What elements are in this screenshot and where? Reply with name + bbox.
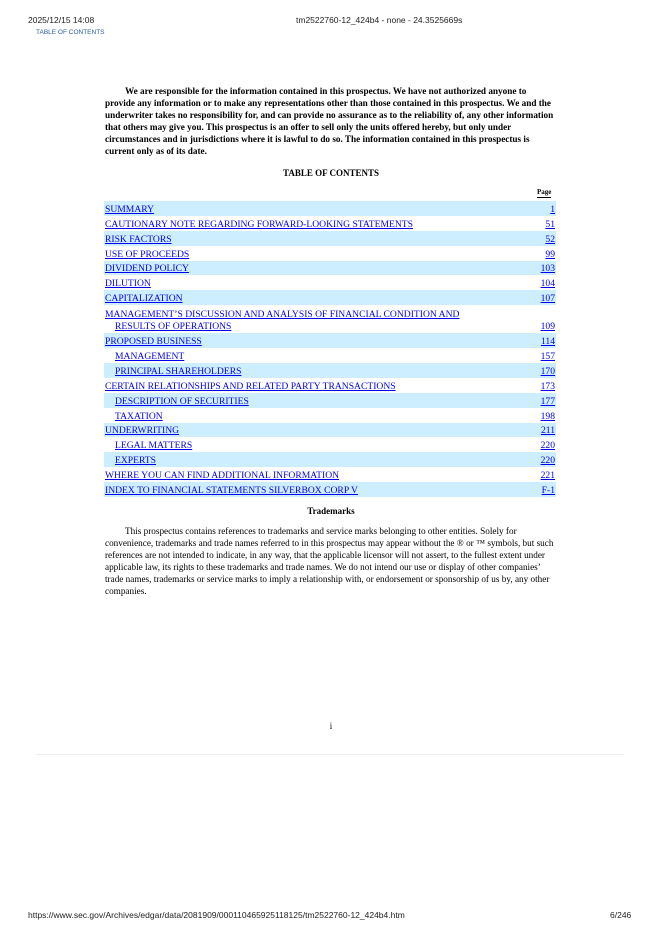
toc-row bbox=[104, 467, 556, 482]
toc-page-link[interactable]: 173 bbox=[540, 380, 555, 392]
toc-row bbox=[104, 305, 556, 333]
toc-row bbox=[104, 393, 556, 408]
toc-page-link[interactable]: 211 bbox=[540, 425, 555, 437]
toc-entry-link[interactable]: MANAGEMENT bbox=[115, 351, 185, 363]
trademarks-paragraph: This prospectus contains references to trademarks and service marks belonging to other entities. Solely for convenience, trademarks and trade names referred to in this prospectus may appear without the ® or ™ symbols, but such references are not intended to indicate, in any way, that the applicable licensor will not assert, to the fullest extent under applicable law, its rights to these trademarks and trade names. We do not intend our use or display of other companies’ trade names, trademarks or service marks to imply a relationship with, or endorsement or sponsorship of us by, any other companies. bbox=[105, 526, 554, 596]
toc-page-link[interactable]: 221 bbox=[540, 470, 555, 482]
toc-row bbox=[104, 378, 556, 393]
toc-entry-link[interactable]: INDEX TO FINANCIAL STATEMENTS SILVERBOX CORP V bbox=[105, 485, 358, 497]
toc-page-link[interactable]: 99 bbox=[545, 248, 555, 260]
intro-paragraph: We are responsible for the information contained in this prospectus. We have not authorized anyone to provide any information or to make any representations other than those contained in this prospectus. We and the underwriter takes no responsibility for, and can provide no assurance as to the reliability of, any other information that others may give you. This prospectus is an offer to sell only the units offered hereby, but only under circumstances and in jurisdictions where it is lawful to do so. The information contained in this prospectus is current only as of its date. bbox=[105, 86, 554, 156]
toc-entry-link[interactable]: DILUTION bbox=[105, 278, 151, 290]
toc-row bbox=[104, 333, 556, 348]
toc-row bbox=[104, 482, 556, 497]
toc-entry-link[interactable]: WHERE YOU CAN FIND ADDITIONAL INFORMATION bbox=[105, 470, 340, 482]
toc-page-link[interactable]: 220 bbox=[540, 455, 555, 467]
toc-row bbox=[104, 261, 556, 276]
toc-row bbox=[104, 408, 556, 423]
toc-page-link[interactable]: 177 bbox=[540, 395, 555, 407]
toc-page-link[interactable]: 109 bbox=[540, 321, 555, 333]
toc-row bbox=[104, 437, 556, 452]
toc-row bbox=[104, 290, 556, 305]
toc-entry-link[interactable]: CAPITALIZATION bbox=[105, 293, 183, 305]
toc-page-link[interactable]: 157 bbox=[540, 351, 555, 363]
toc-entry-link[interactable]: CERTAIN RELATIONSHIPS AND RELATED PARTY TRANSACTIONS bbox=[105, 380, 396, 392]
toc-entry-link[interactable]: DIVIDEND POLICY bbox=[105, 263, 189, 275]
toc-page-link[interactable]: 198 bbox=[540, 410, 555, 422]
toc-entry-link[interactable]: PRINCIPAL SHAREHOLDERS bbox=[115, 365, 242, 377]
page-divider bbox=[36, 754, 624, 755]
toc-entry-link[interactable]: TAXATION bbox=[115, 410, 163, 422]
toc-page-link[interactable]: 114 bbox=[540, 336, 555, 348]
toc-page-link[interactable]: 104 bbox=[540, 278, 555, 290]
document-title: tm2522760-12_424b4 - none - 24.3525669s bbox=[296, 15, 463, 25]
toc-page-link[interactable]: 170 bbox=[540, 365, 555, 377]
footer-url: https://www.sec.gov/Archives/edgar/data/2081909/000110465925118125/tm2522760-12_424b4.htm bbox=[28, 910, 405, 920]
toc-entry-link[interactable]: USE OF PROCEEDS bbox=[105, 248, 190, 260]
toc-row bbox=[104, 423, 556, 438]
toc-row bbox=[104, 452, 556, 467]
toc-entry-link[interactable]: DESCRIPTION OF SECURITIES bbox=[115, 395, 249, 407]
toc-page-link[interactable]: 1 bbox=[550, 203, 555, 215]
toc-entry-link[interactable] bbox=[105, 309, 459, 333]
trademarks-title: Trademarks bbox=[307, 506, 355, 516]
toc-entry-link[interactable]: PROPOSED BUSINESS bbox=[105, 336, 202, 348]
toc-row bbox=[104, 246, 556, 261]
toc-page-link[interactable]: F-1 bbox=[541, 485, 555, 497]
toc-page-link[interactable]: 220 bbox=[540, 440, 555, 452]
toc-entry-link[interactable]: EXPERTS bbox=[115, 455, 157, 467]
page-number: i bbox=[329, 721, 333, 731]
print-date: 2025/12/15 14:08 bbox=[28, 15, 95, 25]
toc-title: TABLE OF CONTENTS bbox=[282, 168, 380, 178]
toc-row bbox=[104, 275, 556, 290]
toc-row bbox=[104, 348, 556, 363]
toc-page-link[interactable]: 107 bbox=[540, 293, 555, 305]
toc-page-link[interactable]: 52 bbox=[545, 233, 555, 245]
toc-entry-link[interactable]: SUMMARY bbox=[105, 203, 155, 215]
toc-row bbox=[104, 201, 556, 216]
toc-entry-link[interactable]: CAUTIONARY NOTE REGARDING FORWARD-LOOKING STATEMENTS bbox=[105, 218, 413, 230]
toc-entry-link[interactable]: RISK FACTORS bbox=[105, 233, 172, 245]
toc-entry-link[interactable]: LEGAL MATTERS bbox=[115, 440, 193, 452]
footer-page-count: 6/246 bbox=[610, 910, 632, 920]
toc-page-link[interactable]: 103 bbox=[540, 263, 555, 275]
toc-link[interactable]: TABLE OF CONTENTS bbox=[36, 29, 105, 36]
toc-row bbox=[104, 216, 556, 231]
page-column-header: Page bbox=[537, 188, 552, 196]
toc-entry-label-cont: RESULTS OF OPERATIONS bbox=[115, 321, 232, 333]
toc-entry-link[interactable]: UNDERWRITING bbox=[105, 425, 180, 437]
table-of-contents bbox=[104, 201, 556, 497]
toc-page-link[interactable]: 51 bbox=[545, 218, 555, 230]
toc-row bbox=[104, 231, 556, 246]
toc-entry-label: MANAGEMENT’S DISCUSSION AND ANALYSIS OF FINANCIAL CONDITION AND bbox=[105, 309, 460, 321]
toc-row bbox=[104, 363, 556, 378]
